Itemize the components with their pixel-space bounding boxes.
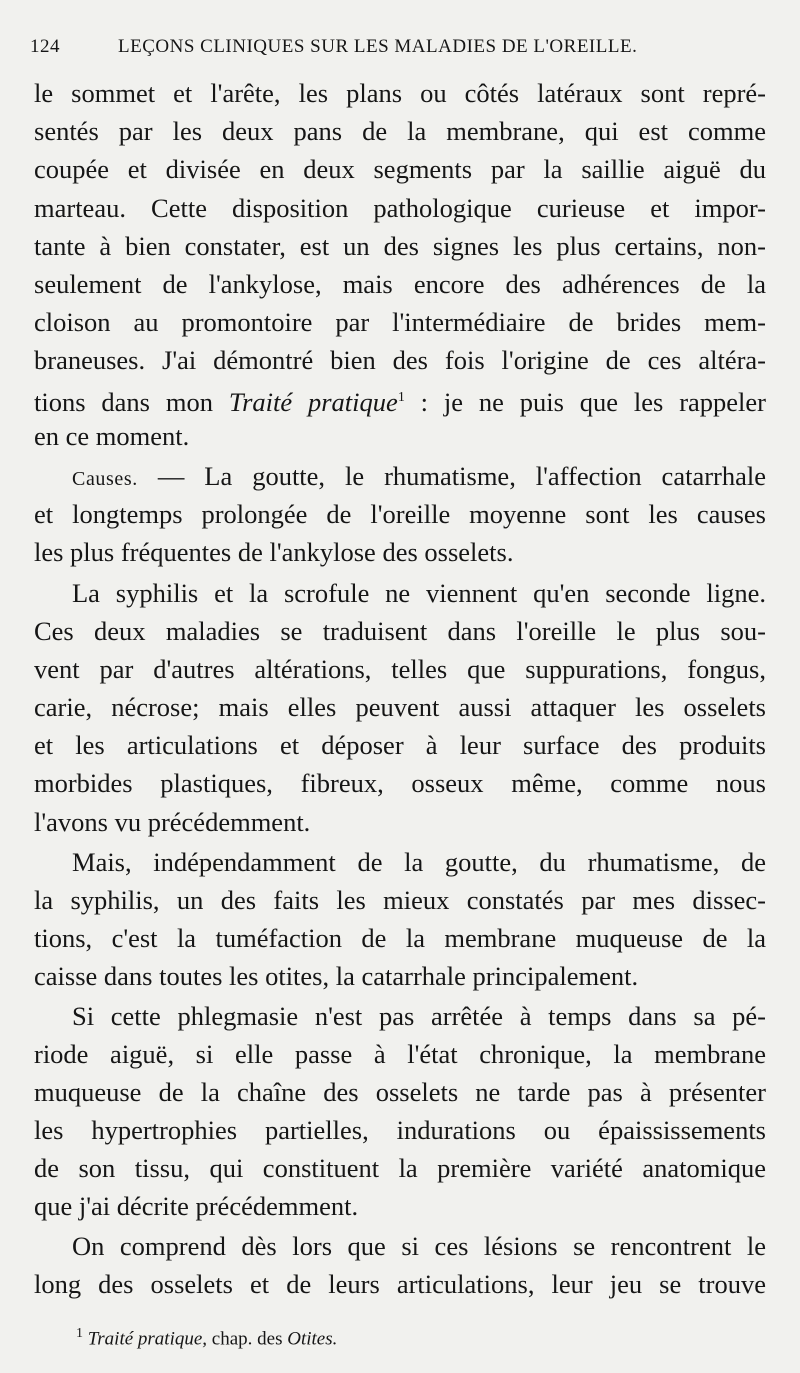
text-line: carie, nécrose; mais elles peuvent aussi attaquer les osselets — [34, 692, 766, 722]
line-text: — La goutte, le rhumatisme, l'affection catarrhale — [137, 461, 766, 491]
text-line: vent par d'autres altérations, telles que suppurations, fongus, — [34, 654, 766, 684]
text-line: caisse dans toutes les otites, la catarrhale principalement. — [34, 961, 639, 991]
page-header — [30, 36, 770, 64]
text-line: et longtemps prolongée de l'oreille moyenne sont les causes — [34, 499, 766, 529]
text-line: seulement de l'ankylose, mais encore des adhérences de la — [34, 269, 766, 299]
text-line: long des osselets et de leurs articulations, leur jeu se trouve — [34, 1269, 766, 1299]
text-line: sentés par les deux pans de la membrane, qui est comme — [34, 116, 766, 146]
running-title: LEÇONS CLINIQUES SUR LES MALADIES DE L'OREILLE. — [118, 36, 638, 57]
text-line: morbides plastiques, fibreux, osseux même, comme nous — [34, 768, 766, 798]
text-line: que j'ai décrite précédemment. — [34, 1191, 359, 1221]
footnote-mark: 1 — [397, 390, 405, 405]
text-line: les plus fréquentes de l'ankylose des osselets. — [34, 537, 514, 567]
text-line: muqueuse de la chaîne des osselets ne tarde pas à présenter — [34, 1077, 766, 1107]
text-line: riode aiguë, si elle passe à l'état chronique, la membrane — [34, 1039, 766, 1069]
line-text: tions dans mon — [34, 386, 229, 417]
text-line: braneuses. J'ai démontré bien des fois l'origine de ces altéra- — [34, 345, 766, 375]
footnote-text: chap. des — [207, 1328, 288, 1350]
text-line: On comprend dès lors que si ces lésions se rencontrent le — [72, 1231, 766, 1261]
page-number: 124 — [30, 36, 60, 57]
footnote — [76, 1320, 676, 1353]
text-line: en ce moment. — [34, 421, 190, 451]
text-line: La syphilis et la scrofule ne viennent qu'en seconde ligne. — [72, 578, 766, 608]
footnote-mark: 1 — [76, 1326, 83, 1341]
line-text: : je ne puis que les rappeler — [404, 386, 766, 417]
text-line: coupée et divisée en deux segments par la saillie aiguë du — [34, 154, 766, 184]
text-line: de son tissu, qui constituent la première variété anatomique — [34, 1153, 766, 1183]
text-line: et les articulations et déposer à leur surface des produits — [34, 730, 766, 760]
section-start-line — [72, 457, 766, 495]
text-line: la syphilis, un des faits les mieux constatés par mes dissec- — [34, 885, 766, 915]
text-line: Si cette phlegmasie n'est pas arrêtée à temps dans sa pé- — [72, 1001, 766, 1031]
footnote-title: Traité pratique, — [87, 1328, 208, 1350]
book-title-italic: Traité pratique — [228, 386, 398, 417]
text-line: les hypertrophies partielles, indurations ou épaississements — [34, 1115, 766, 1145]
text-line: Ces deux maladies se traduisent dans l'oreille le plus sou- — [34, 616, 766, 646]
text-line: marteau. Cette disposition pathologique curieuse et impor- — [34, 193, 766, 223]
text-line — [34, 379, 766, 417]
footnote-chapter: Otites. — [287, 1328, 338, 1350]
text-line: le sommet et l'arête, les plans ou côtés latéraux sont repré- — [34, 78, 766, 108]
text-line: Mais, indépendamment de la goutte, du rhumatisme, de — [72, 847, 766, 877]
text-line: cloison au promontoire par l'intermédiaire de brides mem- — [34, 307, 766, 337]
section-heading-causes: Causes. — [72, 468, 138, 490]
text-line: tante à bien constater, est un des signes les plus certains, non- — [34, 231, 766, 261]
text-line: l'avons vu précédemment. — [34, 807, 311, 837]
text-line: tions, c'est la tuméfaction de la membrane muqueuse de la — [34, 923, 766, 953]
